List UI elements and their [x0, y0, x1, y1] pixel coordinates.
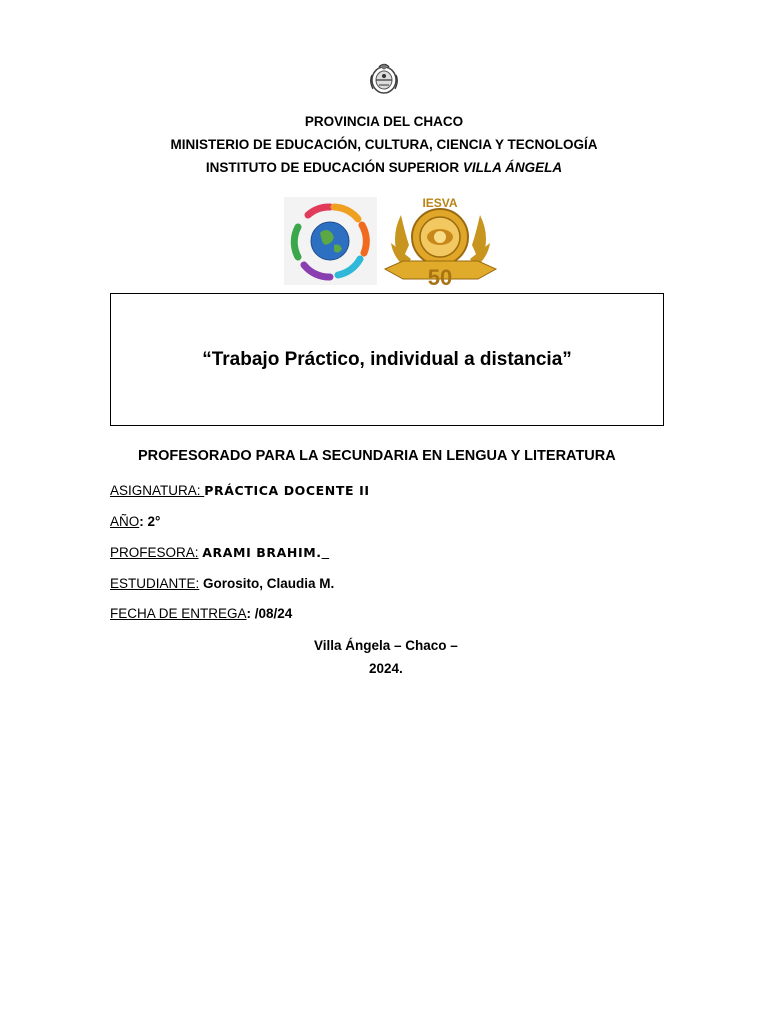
field-estudiante: [110, 576, 334, 591]
iesva-logo-text: IESVA: [422, 196, 458, 210]
estudiante-value: Gorosito, Claudia M.: [203, 576, 335, 591]
ministry-heading: MINISTERIO DE EDUCACIÓN, CULTURA, CIENCIA Y TECNOLOGÍA: [170, 137, 598, 152]
anio-value: : 2°: [139, 514, 161, 529]
institute-heading: [0, 160, 768, 175]
asignatura-label: ASIGNATURA:: [110, 483, 201, 498]
anio-label: AÑO: [110, 514, 140, 529]
institute-city: VILLA ÁNGELA: [462, 160, 563, 175]
institute-name: INSTITUTO DE EDUCACIÓN SUPERIOR: [205, 160, 463, 175]
asignatura-value: PRÁCTICA DOCENTE II: [204, 483, 370, 498]
field-asignatura: [110, 483, 370, 498]
globe-logo: [284, 197, 377, 285]
program-heading: PROFESORADO PARA LA SECUNDARIA EN LENGUA Y LITERATURA: [138, 448, 616, 464]
footer-place: Villa Ángela – Chaco –: [314, 638, 458, 653]
field-fecha: [110, 606, 292, 621]
field-anio: [110, 514, 160, 529]
anniversary-number: 50: [427, 265, 453, 289]
footer-year: 2024.: [369, 661, 403, 676]
iesva-anniversary-logo: [383, 193, 498, 289]
field-profesora: [110, 545, 329, 560]
fecha-value: : /08/24: [246, 606, 293, 621]
estudiante-label: ESTUDIANTE:: [110, 576, 200, 591]
title-box: [110, 293, 664, 426]
document-title: “Trabajo Práctico, individual a distancia”: [202, 349, 572, 370]
profesora-value: ARAMI BRAHIM.: [202, 545, 322, 560]
profesora-label: PROFESORA:: [110, 545, 199, 560]
coat-of-arms-icon: [367, 61, 401, 97]
province-heading: PROVINCIA DEL CHACO: [304, 114, 464, 129]
fecha-label: FECHA DE ENTREGA: [110, 606, 247, 621]
